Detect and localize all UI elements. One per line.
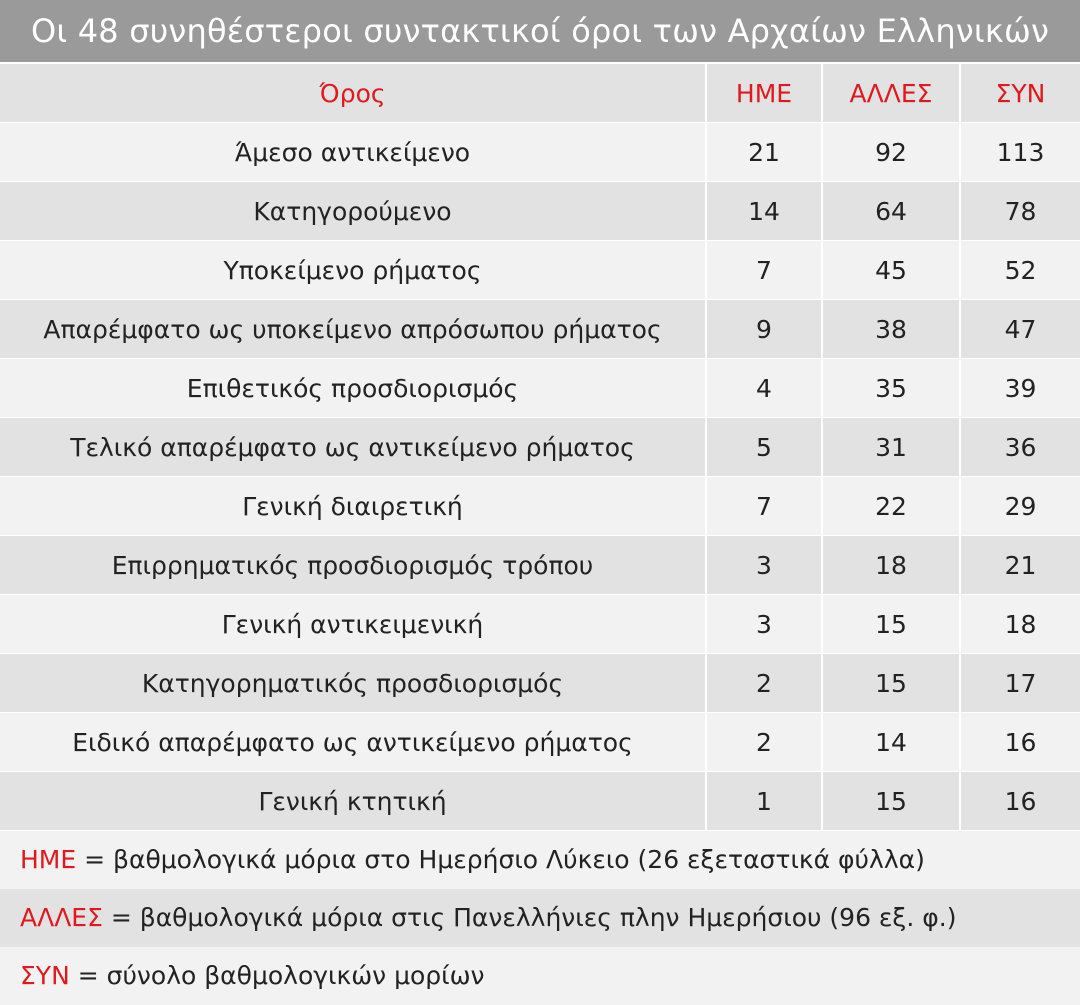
cell-term: Κατηγορούμενο	[0, 182, 706, 241]
cell-hme: 14	[706, 182, 822, 241]
cell-hme: 7	[706, 477, 822, 536]
cell-alles: 15	[822, 595, 960, 654]
cell-term: Απαρέμφατο ως υποκείμενο απρόσωπου ρήματος	[0, 300, 706, 359]
header-syn: ΣΥΝ	[960, 64, 1080, 123]
cell-term: Γενική αντικειμενική	[0, 595, 706, 654]
cell-hme: 9	[706, 300, 822, 359]
table-header-row	[0, 64, 1080, 123]
table-row	[0, 418, 1080, 477]
header-hme: ΗΜΕ	[706, 64, 822, 123]
legend-text: = σύνολο βαθμολογικών μορίων	[69, 961, 485, 990]
cell-alles: 92	[822, 123, 960, 182]
cell-alles: 18	[822, 536, 960, 595]
table-row	[0, 536, 1080, 595]
cell-alles: 15	[822, 654, 960, 713]
cell-term: Επιρρηματικός προσδιορισμός τρόπου	[0, 536, 706, 595]
page-title: Οι 48 συνηθέστεροι συντακτικοί όροι των Αρχαίων Ελληνικών	[0, 0, 1080, 64]
cell-syn: 29	[960, 477, 1080, 536]
cell-alles: 15	[822, 772, 960, 831]
cell-hme: 1	[706, 772, 822, 831]
cell-hme: 4	[706, 359, 822, 418]
cell-hme: 7	[706, 241, 822, 300]
legend-syn	[0, 947, 1080, 1005]
table-row	[0, 241, 1080, 300]
cell-alles: 64	[822, 182, 960, 241]
cell-alles: 38	[822, 300, 960, 359]
cell-syn: 113	[960, 123, 1080, 182]
cell-term: Τελικό απαρέμφατο ως αντικείμενο ρήματος	[0, 418, 706, 477]
cell-alles: 14	[822, 713, 960, 772]
legend-alles	[0, 889, 1080, 947]
legend-abbr: ΣΥΝ	[20, 961, 70, 990]
cell-term: Γενική κτητική	[0, 772, 706, 831]
table-row	[0, 477, 1080, 536]
cell-hme: 2	[706, 713, 822, 772]
legend-text: = βαθμολογικά μόρια στο Ημερήσιο Λύκειο (26 εξεταστικά φύλλα)	[76, 845, 925, 874]
table-row	[0, 713, 1080, 772]
table-row	[0, 300, 1080, 359]
cell-hme: 5	[706, 418, 822, 477]
cell-term: Υποκείμενο ρήματος	[0, 241, 706, 300]
cell-term: Επιθετικός προσδιορισμός	[0, 359, 706, 418]
cell-syn: 16	[960, 772, 1080, 831]
cell-term: Ειδικό απαρέμφατο ως αντικείμενο ρήματος	[0, 713, 706, 772]
cell-syn: 21	[960, 536, 1080, 595]
legend-text: = βαθμολογικά μόρια στις Πανελλήνιες πλην Ημερήσιου (96 εξ. φ.)	[102, 903, 957, 932]
cell-syn: 39	[960, 359, 1080, 418]
header-alles: ΑΛΛΕΣ	[822, 64, 960, 123]
cell-hme: 3	[706, 595, 822, 654]
table-row	[0, 772, 1080, 831]
table-row	[0, 123, 1080, 182]
cell-term: Γενική διαιρετική	[0, 477, 706, 536]
legend-hme	[0, 831, 1080, 889]
table-row	[0, 654, 1080, 713]
cell-alles: 45	[822, 241, 960, 300]
legend-abbr: ΗΜΕ	[20, 845, 77, 874]
cell-syn: 16	[960, 713, 1080, 772]
cell-syn: 17	[960, 654, 1080, 713]
table-row	[0, 182, 1080, 241]
terms-table	[0, 64, 1080, 831]
cell-syn: 78	[960, 182, 1080, 241]
cell-term: Άμεσο αντικείμενο	[0, 123, 706, 182]
cell-hme: 2	[706, 654, 822, 713]
cell-syn: 52	[960, 241, 1080, 300]
table-row	[0, 359, 1080, 418]
cell-syn: 47	[960, 300, 1080, 359]
cell-hme: 21	[706, 123, 822, 182]
cell-alles: 35	[822, 359, 960, 418]
table-row	[0, 595, 1080, 654]
cell-hme: 3	[706, 536, 822, 595]
cell-syn: 36	[960, 418, 1080, 477]
cell-syn: 18	[960, 595, 1080, 654]
legend-abbr: ΑΛΛΕΣ	[20, 903, 103, 932]
cell-term: Κατηγορηματικός προσδιορισμός	[0, 654, 706, 713]
header-term: Όρος	[0, 64, 706, 123]
cell-alles: 31	[822, 418, 960, 477]
cell-alles: 22	[822, 477, 960, 536]
